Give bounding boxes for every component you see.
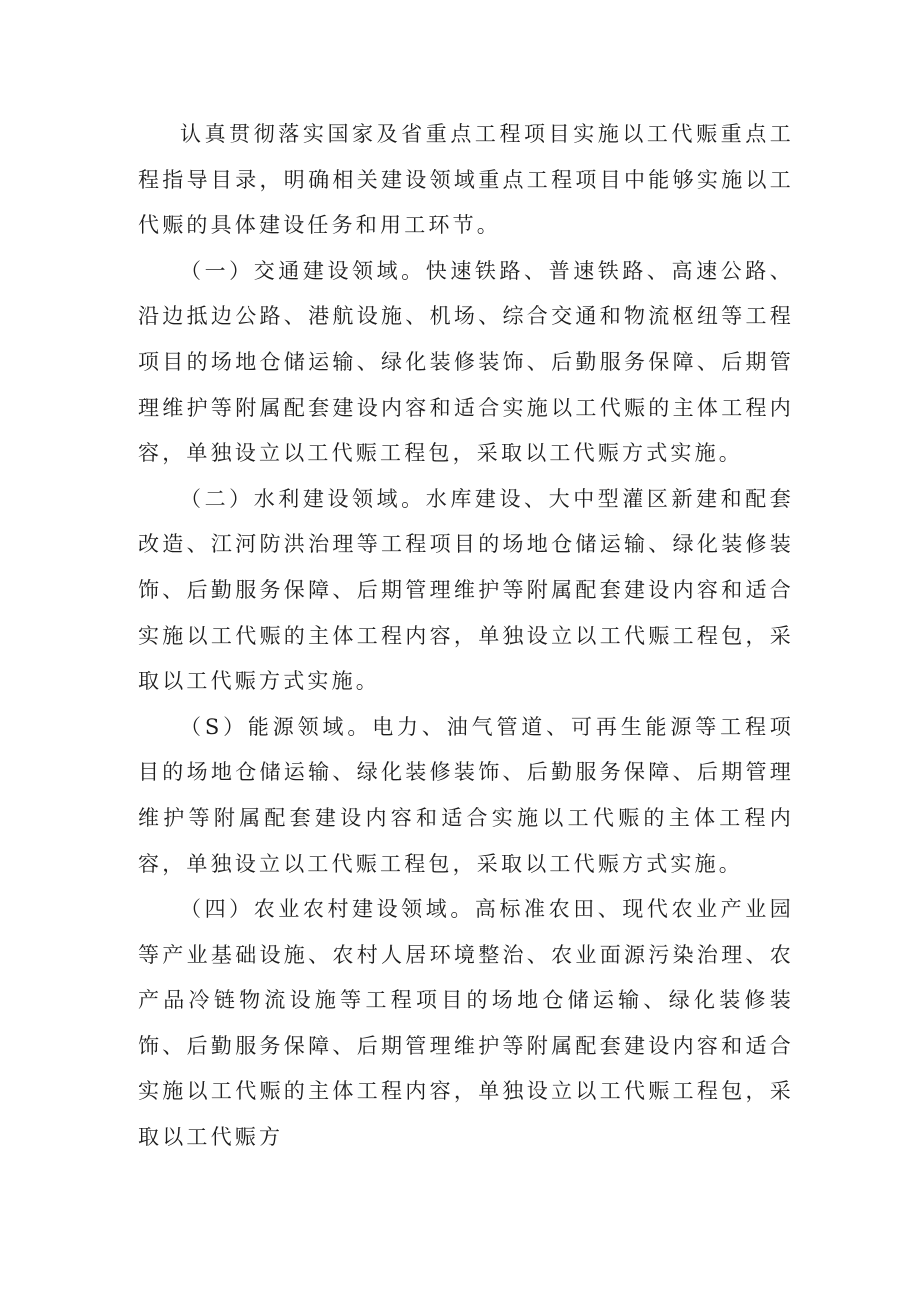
paragraph-intro: 认真贯彻落实国家及省重点工程项目实施以工代赈重点工程指导目录，明确相关建设领域重点工程项目中能够实施以工代赈的具体建设任务和用工环节。 [138, 122, 794, 238]
paragraph-agriculture: （四）农业农村建设领域。高标准农田、现代农业产业园等产业基础设施、农村人居环境整治、农业面源污染治理、农产品冷链物流设施等工程项目的场地仓储运输、绿化装修装饰、后勤服务保障、后期管理维护等附属配套建设内容和适合实施以工代赈的主体工程内容，单独设立以工代赈工程包，采取以工代赈方 [138, 897, 794, 1150]
document-body [138, 112, 794, 1161]
paragraph-transport: （一）交通建设领域。快速铁路、普速铁路、高速公路、沿边抵边公路、港航设施、机场、综合交通和物流枢纽等工程项目的场地仓储运输、绿化装修装饰、后勤服务保障、后期管理维护等附属配套建设内容和适合实施以工代赈的主体工程内容，单独设立以工代赈工程包，采取以工代赈方式实施。 [138, 258, 794, 466]
paragraph-water: （二）水利建设领域。水库建设、大中型灌区新建和配套改造、江河防洪治理等工程项目的场地仓储运输、绿化装修装饰、后勤服务保障、后期管理维护等附属配套建设内容和适合实施以工代赈的主体工程内容，单独设立以工代赈工程包，采取以工代赈方式实施。 [138, 486, 794, 694]
paragraph-energy: （S）能源领域。电力、油气管道、可再生能源等工程项目的场地仓储运输、绿化装修装饰、后勤服务保障、后期管理维护等附属配套建设内容和适合实施以工代赈的主体工程内容，单独设立以工代赈工程包，采取以工代赈方式实施。 [138, 714, 794, 876]
